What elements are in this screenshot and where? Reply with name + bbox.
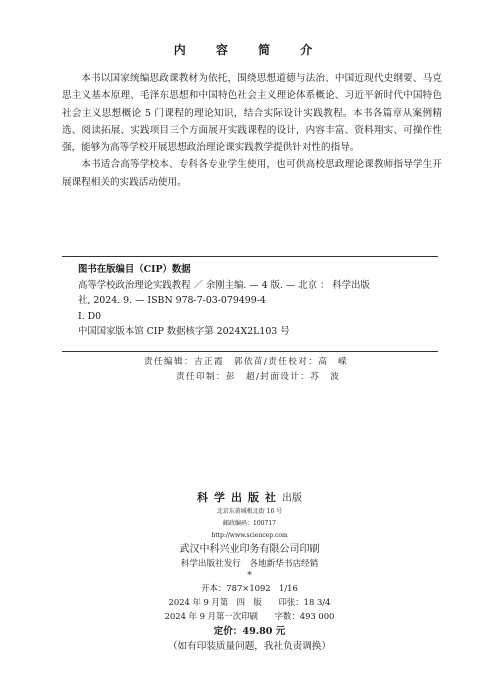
cip-top-rule: [62, 256, 438, 257]
distribution: 科学出版社发行 各地新华书店经销: [180, 559, 319, 569]
intro-paragraph-2: 本书适合高等学校本、专科各专业学生使用，也可供高校思政理论课教师指导学生开展课程相关的实践活动使用。: [62, 159, 442, 188]
cip-record-line-1: 高等学校政治理论实践教程 ／ 余刚主编. — 4 版. — 北京 ： 科学出版: [78, 279, 370, 291]
staff-production: 责任印制：彭 超/封面设计：苏 波: [176, 371, 341, 382]
cip-bottom-rule: [62, 351, 438, 352]
publisher-website: http://www.sciencep.com: [211, 532, 288, 539]
publisher-suffix: 出版: [282, 493, 302, 504]
publisher-address: 北京东黄城根北街 16 号: [216, 508, 283, 515]
cip-block: [78, 262, 438, 340]
staff-credits: [0, 355, 499, 384]
publisher-block: [0, 490, 499, 655]
cip-title: 图书在版编目（CIP）数据: [78, 264, 191, 275]
intro-paragraph-1: 本书以国家统编思政课教材为依托，围绕思想道德与法治、中国近现代史纲要、马克思主义基本原理、毛泽东思想和中国特色社会主义理论体系概论、习近平新时代中国特色社会主义思想概论 5 门课程的理论知识，结合实际设计实践教程。本书各篇章从案例精选、阅读拓展、实践项目三个方面展开实践课程的设计，内容丰富、资料翔实、可操作性强，能够为高等学校开展思想政治理论课实践教学提供针对性的指导。: [62, 73, 442, 154]
price: 定价：49.80 元: [213, 625, 286, 637]
publisher-postcode: 邮政编码：100717: [223, 520, 276, 527]
edition-info: 2024 年 9 月第 四 版 印张：18 3/4: [168, 597, 331, 608]
cip-classification: I. D0: [78, 310, 102, 322]
publisher-name-line: [0, 490, 499, 506]
intro-heading: 内 容 简 介: [173, 43, 326, 57]
staff-editors: 责任编辑：吉正霞 郭依苗/责任校对：高 嵘: [144, 357, 349, 367]
printing-info: 2024 年 9 月第一次印刷 字数：493 000: [164, 611, 335, 622]
cip-data-number: 中国国家版本馆 CIP 数据核字第 2024X2L103 号: [78, 326, 290, 338]
intro-body: [62, 70, 442, 191]
quality-notice: （如有印装质量问题，我社负责调换）: [167, 640, 332, 652]
separator-star: *: [247, 571, 252, 581]
cip-record-line-2: 社, 2024. 9. — ISBN 978-7-03-079499-4: [78, 295, 266, 307]
book-format: 开本：787×1092 1/16: [201, 583, 298, 593]
printer: 武汉中科兴业印务有限公司印刷: [179, 544, 320, 555]
publisher-name: 科学出版社: [197, 491, 282, 504]
